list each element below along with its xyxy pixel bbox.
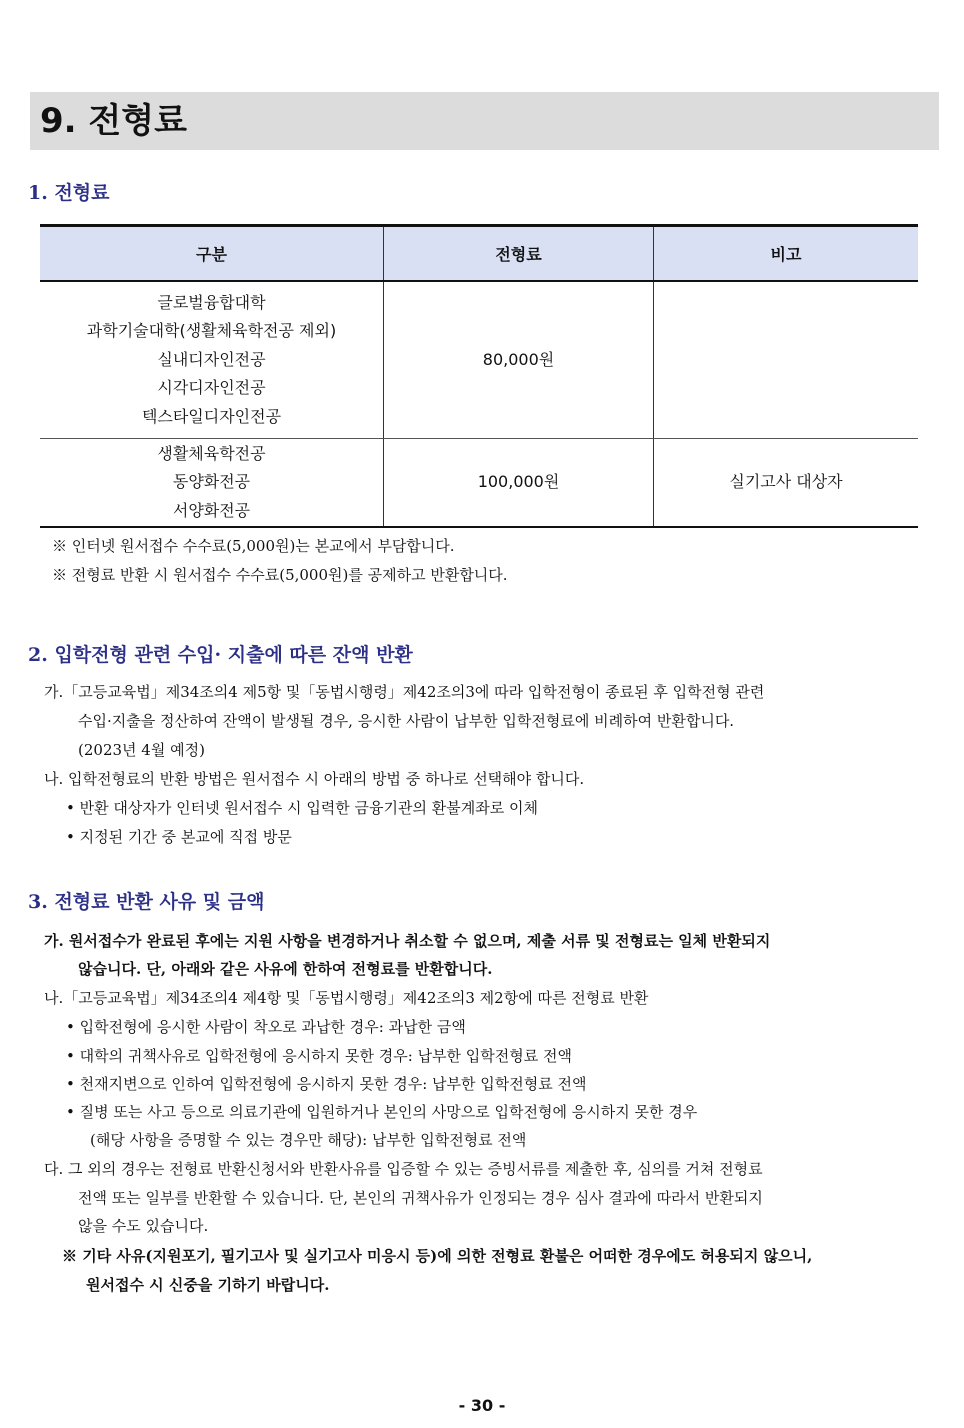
fee-cell: 100,000원 (384, 438, 654, 527)
bullet-line: • 반환 대상자가 인터넷 원서접수 시 입력한 금융기관의 환불계좌로 이체 (66, 799, 538, 817)
dept-name: 실내디자인전공 (157, 349, 266, 369)
dept-name: 시각디자인전공 (157, 378, 266, 397)
page-number: - 30 - (458, 1396, 506, 1415)
bullet-line: • 질병 또는 사고 등으로 의료기관에 입원하거나 본인의 사망으로 입학전형에 응시하지 못한 경우 (66, 1103, 698, 1121)
note-cell: 실기고사 대상자 (654, 438, 919, 527)
dept-cell (40, 281, 384, 438)
dept-name: 생활체육학전공 (157, 443, 266, 463)
note-line: ※ 전형료 반환 시 원서접수 수수료(5,000원)를 공제하고 반환합니다. (52, 566, 508, 584)
dept-name: 서양화전공 (172, 500, 251, 520)
dept-name: 과학기술대학(생활체육학전공 제외) (86, 321, 337, 340)
paragraph-line: 않습니다. 단, 아래와 같은 사유에 한하여 전형료를 반환합니다. (78, 960, 493, 978)
bullet-line: • 대학의 귀책사유로 입학전형에 응시하지 못한 경우: 납부한 입학전형료 전액 (66, 1047, 573, 1065)
paragraph-line: 다. 그 외의 경우는 전형료 반환신청서와 반환사유를 입증할 수 있는 증빙서류를 제출한 후, 심의를 거쳐 전형료 (44, 1160, 763, 1178)
header-note: 비고 (654, 226, 919, 282)
chapter-title: 9. 전형료 (40, 101, 187, 141)
paragraph-line: 가.「고등교육법」제34조의4 제5항 및「동법시행령」제42조의3에 따라 입학전형이 종료된 후 입학전형 관련 (44, 683, 765, 701)
table-row (40, 438, 918, 527)
paragraph-line: 가. 원서접수가 완료된 후에는 지원 사항을 변경하거나 취소할 수 없으며, 제출 서류 및 전형료는 일체 반환되지 (44, 932, 771, 950)
section3-heading: 3. 전형료 반환 사유 및 금액 (28, 891, 265, 913)
paragraph-line: (해당 사항을 증명할 수 있는 경우만 해당): 납부한 입학전형료 전액 (90, 1131, 527, 1149)
paragraph-line: 나. 입학전형료의 반환 방법은 원서접수 시 아래의 방법 중 하나로 선택해야 합니다. (44, 770, 585, 788)
section2-heading: 2. 입학전형 관련 수입· 지출에 따른 잔액 반환 (28, 644, 413, 666)
dept-cell (40, 438, 384, 527)
header-category: 구분 (40, 226, 384, 282)
header-fee: 전형료 (384, 226, 654, 282)
note-line: ※ 인터넷 원서접수 수수료(5,000원)는 본교에서 부담합니다. (52, 537, 455, 555)
paragraph-line: 전액 또는 일부를 반환할 수 있습니다. 단, 본인의 귀책사유가 인정되는 경우 심사 결과에 따라서 반환되지 (78, 1189, 763, 1207)
paragraph-line: 나.「고등교육법」제34조의4 제4항 및「동법시행령」제42조의3 제2항에 따른 전형료 반환 (44, 989, 649, 1007)
paragraph-line: (2023년 4월 예정) (78, 741, 205, 759)
dept-name: 글로벌융합대학 (157, 292, 266, 312)
table-row (40, 281, 918, 438)
paragraph-line: 수입·지출을 정산하여 잔액이 발생될 경우, 응시한 사람이 납부한 입학전형료에 비례하여 반환합니다. (78, 712, 735, 730)
fee-cell: 80,000원 (384, 281, 654, 438)
bullet-line: • 입학전형에 응시한 사람이 착오로 과납한 경우: 과납한 금액 (66, 1018, 466, 1036)
warning-line: 원서접수 시 신중을 기하기 바랍니다. (86, 1276, 330, 1294)
chapter-title-bar (30, 92, 939, 150)
bullet-line: • 천재지변으로 인하여 입학전형에 응시하지 못한 경우: 납부한 입학전형료 전액 (66, 1075, 587, 1093)
paragraph-line: 않을 수도 있습니다. (78, 1217, 209, 1235)
section1-heading: 1. 전형료 (28, 182, 110, 204)
fee-table (40, 224, 918, 528)
dept-name: 텍스타일디자인전공 (141, 406, 282, 426)
warning-line: ※ 기타 사유(지원포기, 필기고사 및 실기고사 미응시 등)에 의한 전형료 환불은 어떠한 경우에도 허용되지 않으니, (62, 1247, 813, 1265)
bullet-line: • 지정된 기간 중 본교에 직접 방문 (66, 828, 292, 846)
dept-name: 동양화전공 (172, 472, 251, 491)
note-cell (654, 281, 919, 438)
